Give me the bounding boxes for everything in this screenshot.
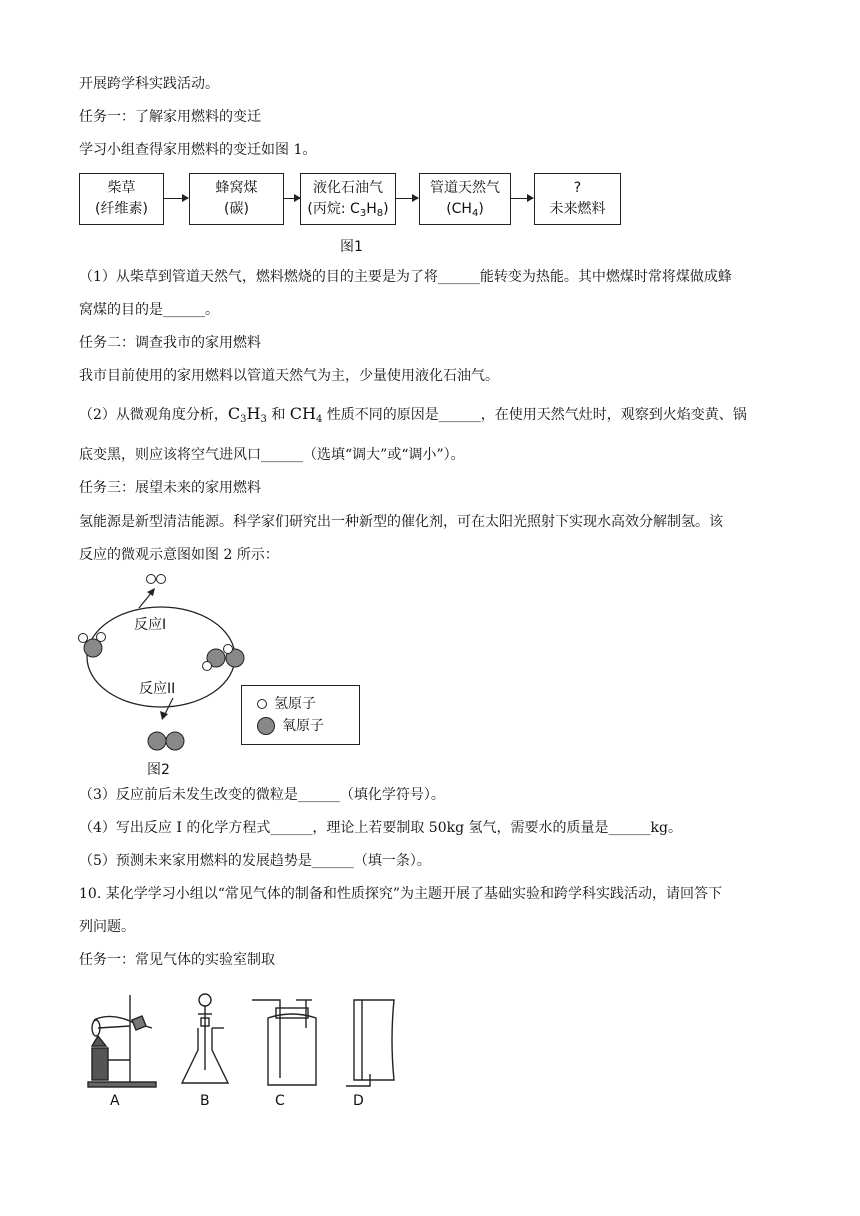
apparatus-c [252,1000,316,1085]
flow-arrow [164,198,188,199]
legend-hydrogen: 氢原子 [256,694,316,714]
flow-box-lpg: 液化石油气 (丙烷: $C_3H_8$) [300,173,396,225]
apparatus-label-b: B [200,1093,210,1109]
flow-arrow [396,198,418,199]
fuel-flow-diagram [79,173,624,233]
lab-apparatus-figure [80,990,400,1120]
task3-desc-line1: 氢能源是新型清洁能源。科学家们研究出一种新型的催化剂，可在太阳光照射下实现水高效分解制氢。该 [79,514,723,530]
flow-box-natural-gas: 管道天然气 $(CH_4)$ [419,173,511,225]
flow-arrow [511,198,533,199]
reaction-cycle-diagram [75,570,245,760]
figure2-caption: 图2 [147,762,170,778]
flow-box-firewood: 柴草 (纤维素) [79,173,164,225]
q10-line1: 10. 某化学学习小组以“常见气体的制备和性质探究”为主题开展了基础实验和跨学科实践活动，请回答下 [79,886,723,902]
reaction2-label: 反应II [139,681,176,697]
oxygen-atom-icon [256,716,276,736]
apparatus-label-a: A [110,1093,120,1109]
task3-title: 任务三：展望未来的家用燃料 [79,480,261,496]
task1-desc: 学习小组查得家用燃料的变迁如图 1。 [79,142,317,158]
q2-line1: （2）从微观角度分析，$C_3H_3$ 和 $CH_4$ 性质不同的原因是______，在使用天然气灶时，观察到火焰变黄、锅 [79,404,747,425]
apparatus-label-c: C [275,1093,285,1109]
reaction1-label: 反应I [134,617,167,633]
atom-legend [241,685,360,745]
task3-desc-line2: 反应的微观示意图如图 2 所示： [79,547,279,563]
q2-line2: 底变黑，则应该将空气进风口______（选填“调大”或“调小”）。 [79,447,465,463]
apparatus-d [346,1000,394,1086]
intro-text: 开展跨学科实践活动。 [79,76,219,92]
task1-title: 任务一：了解家用燃料的变迁 [79,109,261,125]
apparatus-label-d: D [353,1093,364,1109]
flow-box-honeycomb-coal: 蜂窝煤 (碳) [189,173,284,225]
apparatus-b [182,994,228,1083]
task2-desc: 我市目前使用的家用燃料以管道天然气为主，少量使用液化石油气。 [79,368,499,384]
q1-line1: （1）从柴草到管道天然气，燃料燃烧的目的主要是为了将______能转变为热能。其中燃煤时常将煤做成蜂 [79,269,732,285]
figure1-caption: 图1 [340,239,363,255]
flow-box-future-fuel: ? 未来燃料 [534,173,621,225]
q3-text: （3）反应前后未发生改变的微粒是______（填化学符号）。 [79,787,445,803]
hydrogen-atom-icon [256,698,268,710]
apparatus-a [88,995,156,1087]
task2-title: 任务二：调查我市的家用燃料 [79,335,261,351]
q5-text: （5）预测未来家用燃料的发展趋势是______（填一条）。 [79,853,431,869]
legend-oxygen: 氧原子 [256,716,324,736]
q4-text: （4）写出反应 I 的化学方程式______，理论上若要制取 50kg 氢气，需要水的质量是______kg。 [79,820,682,836]
q10-line2: 列问题。 [79,919,135,935]
q1-line2: 窝煤的目的是______。 [79,302,219,318]
q10-task1-title: 任务一：常见气体的实验室制取 [79,952,275,968]
flow-arrow [284,198,300,199]
